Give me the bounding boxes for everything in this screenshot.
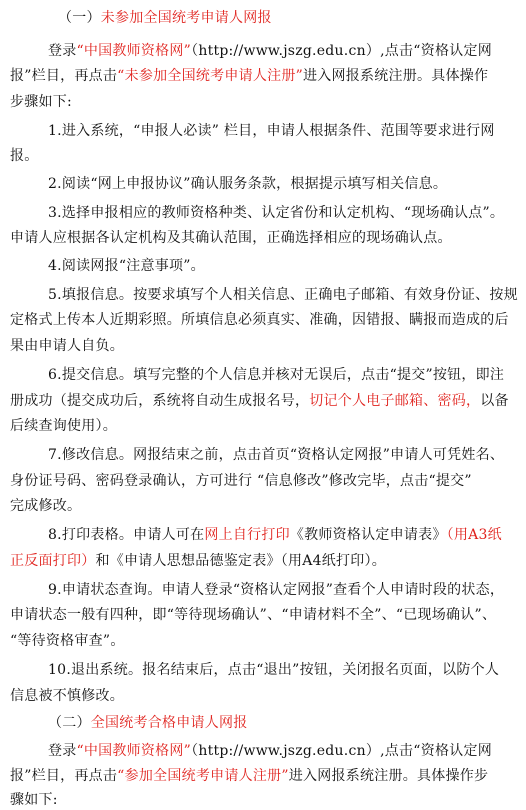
- step8-duplex-note: 正反面打印）: [10, 553, 96, 569]
- step4-line1: 4.阅读网报“注意事项”。: [48, 258, 205, 274]
- step9-line3: “等待资格审查”。: [10, 633, 125, 649]
- section1-heading-title: 未参加全国统考申请人网报: [100, 10, 272, 26]
- step2-line1: 2.阅读“网上申报协议”确认服务条款，根据提示填写相关信息。: [48, 176, 448, 192]
- step6-text: 册成功（提交成功后，系统将自动生成报名号，: [10, 393, 310, 409]
- intro-url-text: （http://www.jszg.edu.cn）,点击“资格认定网: [191, 743, 492, 759]
- register-link-unexamined[interactable]: “未参加全国统考申请人注册”: [117, 68, 303, 84]
- step10-line1: 10.退出系统。报名结束后，点击“退出”按钮，关闭报名页面，以防个人: [48, 662, 500, 678]
- step9-line2: 申请状态一般有四种，即“等待现场确认”、“申请材料不全”、“已现场确认”、: [10, 607, 497, 623]
- register-link-examined[interactable]: “参加全国统考申请人注册”: [117, 768, 289, 784]
- intro-url-text: （http://www.jszg.edu.cn）,点击“资格认定网: [191, 43, 492, 59]
- section2-intro-line1: [48, 741, 492, 761]
- step3-line2: 申请人应根据各认定机构及其确认范围，正确选择相应的现场确认点。: [10, 230, 452, 246]
- step7-line1: 7.修改信息。网报结束之前，点击首页“资格认定网报”申请人可凭姓名、: [48, 447, 505, 463]
- step9-line1: 9.申请状态查询。申请人登录“资格认定网报”查看个人申请时段的状态，: [48, 582, 505, 598]
- section1-heading-prefix: （一）: [58, 10, 101, 26]
- step1-line2: 报。: [10, 148, 39, 164]
- step8-form-name: 《教师资格认定申请表》: [289, 527, 447, 543]
- step5-line2: 定格式上传本人近期彩照。所填信息必须真实、准确，因错报、瞒报而造成的后: [10, 312, 509, 328]
- intro-text: 报”栏目，再点击: [10, 768, 118, 784]
- section1-heading: [58, 8, 272, 28]
- site-name-link[interactable]: “中国教师资格网”: [76, 43, 192, 59]
- intro-text: 登录: [48, 743, 77, 759]
- step1-line1: 1.进入系统，“申报人必读” 栏目，申请人根据条件、范围等要求进行网: [48, 123, 495, 139]
- step8-text: 8.打印表格。申请人可在: [48, 527, 205, 543]
- section1-intro-line2: [10, 66, 488, 86]
- step8-text: 和《申请人思想品德鉴定表》（用A4纸打印）。: [95, 553, 387, 569]
- step6-line2: [10, 391, 509, 411]
- step8-paper-note: （用A3纸: [446, 527, 502, 543]
- step5-line1: 5.填报信息。按要求填写个人相关信息、正确电子邮箱、有效身份证、按规: [48, 287, 518, 303]
- step8-line1: [48, 525, 502, 545]
- section2-heading-title: 全国统考合格申请人网报: [90, 715, 248, 731]
- section2-intro-line2: [10, 766, 488, 786]
- intro-text: 进入网报系统注册。具体操作: [303, 68, 489, 84]
- step6-warning: 切记个人电子邮箱、密码，: [309, 393, 481, 409]
- step8-print-online: 网上自行打印: [204, 527, 290, 543]
- section2-heading-prefix: （二）: [48, 715, 91, 731]
- section2-intro-line3: 骤如下:: [10, 792, 58, 808]
- intro-text: 报”栏目，再点击: [10, 68, 118, 84]
- step5-line3: 果由申请人自负。: [10, 338, 124, 354]
- intro-text: 进入网报系统注册。具体操作步: [288, 768, 489, 784]
- section1-intro-line3: 步骤如下:: [10, 94, 72, 110]
- step7-line3: 完成修改。: [10, 498, 82, 514]
- step3-line1: 3.选择申报相应的教师资格种类、认定省份和认定机构、“现场确认点”。: [48, 205, 505, 221]
- step6-text: 以备: [480, 393, 509, 409]
- step7-line2: 身份证号码、密码登录确认，方可进行 “信息修改”修改完毕，点击“提交”: [10, 473, 472, 489]
- section2-heading: [48, 713, 248, 733]
- site-name-link[interactable]: “中国教师资格网”: [76, 743, 192, 759]
- step10-line2: 信息被不慎修改。: [10, 688, 124, 704]
- step6-line3: 后续查询使用）。: [10, 418, 117, 434]
- section1-intro-line1: [48, 41, 492, 61]
- step8-line2: [10, 551, 386, 571]
- step6-line1: 6.提交信息。填写完整的个人信息并核对无误后，点击“提交”按钮，即注: [48, 367, 505, 383]
- intro-text: 登录: [48, 43, 77, 59]
